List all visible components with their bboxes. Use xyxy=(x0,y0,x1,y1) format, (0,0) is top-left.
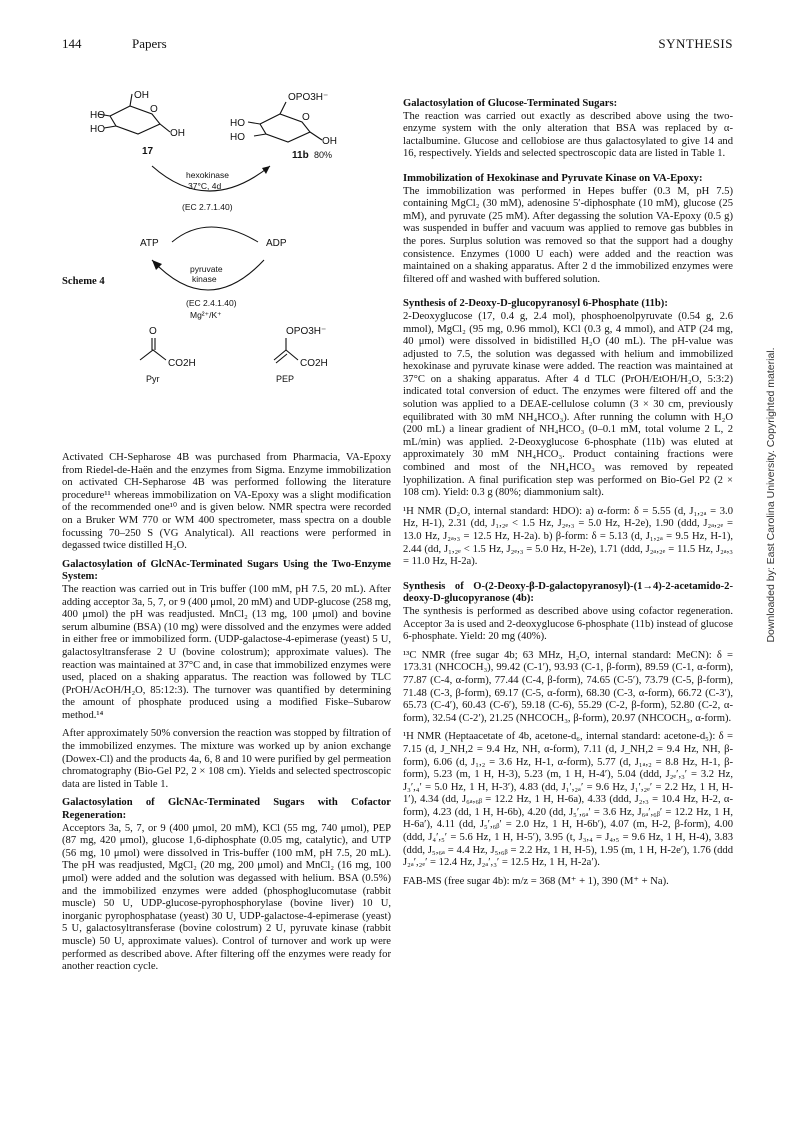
enzyme2-name: pyruvate xyxy=(190,264,223,274)
section-name: Papers xyxy=(132,36,167,51)
cmpd11b-oh-anomeric: OH xyxy=(322,136,337,147)
two-enzyme-paragraph-2: After approximately 50% conversion the reaction was stopped by filtration of the immobilized enzymes. The mixture was worked up by anion exchange (Dowex-Cl) and the products 4a, 6, 8 and 10 were purified by gel permeation chromatography (Bio-Gel P2, 2 × 108 cm). Yields and selected spectroscopic data are listed in Table 1. xyxy=(62,728,391,790)
page-header xyxy=(62,36,733,54)
cmpd17-oh-anomeric: OH xyxy=(170,128,185,139)
enzyme1-conditions: 37°C, 4d xyxy=(188,181,222,191)
enzyme2-cofactors: Mg²⁺/K⁺ xyxy=(190,310,222,320)
enzyme2-ec: (EC 2.4.1.40) xyxy=(186,298,237,308)
section-heading-immobilization: Immobilization of Hexokinase and Pyruvate Kinase on VA-Epoxy: xyxy=(403,172,703,184)
download-watermark-text: Downloaded by: East Carolina University. Copyrighted material. xyxy=(765,347,777,643)
download-watermark xyxy=(761,290,781,700)
section-heading-two-enzyme: Galactosylation of GlcNAc-Terminated Sugars Using the Two-Enzyme System: xyxy=(62,558,391,583)
enzyme2-name-2: kinase xyxy=(192,274,217,284)
pyr-o: O xyxy=(149,326,157,337)
cmpd17-o-ring: O xyxy=(150,104,158,115)
enzyme1-name: hexokinase xyxy=(186,170,230,180)
page-number: 144 xyxy=(62,36,82,51)
pep-structure xyxy=(274,338,298,363)
cmpd11b-o-ring: O xyxy=(302,112,310,123)
cmpd11b-label: 11b xyxy=(292,150,309,161)
pep-label: PEP xyxy=(276,374,295,384)
two-enzyme-paragraph-1: The reaction was carried out in Tris buffer (100 mM, pH 7.5, 20 mL). After adding acceptor 3a, 5, 7, or 9 (400 μmol, 20 mM) and UDP-glucose (258 mg, 400 μmol) the pH was readjusted. MnCl₂ (13 mg, 100 μmol) and bovine serum albumine (BSA) (10 mg) were dissolved and the enzymes were added in either free or immobilized form. (UDP-galactose-4-epimerase (yeast) 5 U, galactosyltransferase 2 U (bovine colostrum); approximate values). The reaction was maintained at 37°C and, in case that immobilized enzymes were used, placed on a shaking apparatus. The reaction was followed by TLC (PrOH/AcOH/H₂O, 85:12:3). The turnover was quantified by determining the amount of phosphate produced using a modified Fiske–Subarow method.¹⁴ xyxy=(62,583,391,721)
cmpd11b-ho-1: HO xyxy=(230,118,245,129)
section-heading-11b: Synthesis of 2-Deoxy-D-glucopyranosyl 6-Phosphate (11b): xyxy=(403,298,668,310)
atp-adp-link xyxy=(172,227,258,242)
pyr-co2h: CO2H xyxy=(168,358,196,369)
journal-name: SYNTHESIS xyxy=(658,36,733,51)
scheme-label: Scheme 4 xyxy=(62,276,105,287)
cmpd17-label: 17 xyxy=(142,146,154,157)
cmpd11b-yield: 80% xyxy=(314,150,333,160)
cmpd17-ho-2: HO xyxy=(90,124,105,135)
section-heading-cofactor: Galactosylation of GlcNAc-Terminated Sugars with Cofactor Regeneration: xyxy=(62,797,391,822)
adp-label: ADP xyxy=(266,238,287,249)
pyruvate-structure xyxy=(140,338,166,360)
right-column xyxy=(403,98,733,894)
synthesis-4b-paragraph: The synthesis is performed as described above using cofactor regeneration. Acceptor 3a is used and 2-deoxyglucose 6-phosphate (11b) instead of glucose 6-phosphate. Yield: 20 mg (40%). xyxy=(403,605,733,643)
cmpd11b-ho-2: HO xyxy=(230,132,245,143)
scheme-4-diagram xyxy=(90,84,390,384)
intro-paragraph: Activated CH-Sepharose 4B was purchased from Pharmacia, VA-Epoxy from Riedel-de-Haën and the enzymes from Sigma. Enzyme immobilization on activated CH-Sepharose 4B was performed following the literature procedure¹¹ whereas immobilization on VA-Epoxy was a slight modification of the recommended one¹⁰ and is given below. NMR spectra were recorded on a Bruker WM 770 or WM 400 spectrometer, mass spectra on a double focussing 70–250 S (VG Analytical). All reactions were performed in degassed twice distilled H₂O. xyxy=(62,452,391,552)
pyr-label: Pyr xyxy=(146,374,160,384)
atp-label: ATP xyxy=(140,238,159,249)
fab-ms-4b-paragraph: FAB-MS (free sugar 4b): m/z = 368 (M⁺ + 1), 390 (M⁺ + Na). xyxy=(403,875,669,887)
immobilization-paragraph: The immobilization was performed in Hepes buffer (0.3 M, pH 7.5) containing MgCl₂ (30 mM), adenosine 5′-diphosphate (10 mM), glucose (25 mM), and pyruvate (25 mM). After degassing the solution VA-Epoxy (0.5 g) was suspended in buffer and vacuum was applied to remove gas bubbles in the pores. Surplus solution was removed so that the support had a doughy consistence. Enzymes (1000 U each) were added and the reaction was maintained on a shaking apparatus. After 2 d the immobilized enzymes were filtered off and washed with buffered solution. xyxy=(403,185,733,285)
nmr-11b-paragraph: ¹H NMR (D₂O, internal standard: HDO): a) α-form: δ = 5.55 (d, J₁,₂ₐ = 3.0 Hz, H-1), 2.31 (dd, J₁,₂ₑ < 1.5 Hz, J₂ₑ,₃ = 5.0 Hz, H-2e), 1.90 (ddd, J₂ₐ,₂ₑ = 13.0 Hz, J₂ₐ,₃ = 12.5 Hz, H-2a). b) β-form: δ = 5.13 (d, J₁,₂ₐ = 9.5 Hz, H-1), 2.44 (dd, J₁,₂ₑ < 1.5 Hz, J₂ₑ,₃ = 5.0 Hz, H-2e), 1.71 (ddd, J₂ₐ,₂ₑ = 11.5 Hz, J₂ₐ,₃ = 11.0 Hz, H-2a). xyxy=(403,505,733,568)
enzyme1-ec: (EC 2.7.1.40) xyxy=(182,202,233,212)
pep-opo3h: OPO3H⁻ xyxy=(286,326,327,337)
left-column xyxy=(62,452,391,980)
compound-11b-structure xyxy=(248,102,322,142)
cmpd11b-opo3h: OPO3H⁻ xyxy=(288,92,329,103)
cmpd17-ho-1: HO xyxy=(90,110,105,121)
synthesis-11b-paragraph: 2-Deoxyglucose (17, 0.4 g, 2.4 mol), phosphoenolpyruvate (0.54 g, 2.6 mmol), MgCl₂ (95 mg, 0.96 mmol), KCl (0.3 g, 4 mmol), and ATP (24 mg, 40 μmol) were dissolved in bidistilled H₂O (40 mL). The pH-value was adjusted to 7.5, the solution was degassed with helium and immobilized hexokinase and pyruvate kinase were added. The reaction was maintained at 37°C on a shaking apparatus. After 4 d TLC (PrOH/EtOH/H₂O, 5:3:2) indicated total conversion of educt. The enzymes were filtered off and the solution was applied to a DEAE-cellulose column (3 × 30 cm, previously equilibrated with 30 mM NH₄HCO₃). After running the column with H₂O (200 mL) a linear gradient of NH₄HCO₃ (0–0.1 mM, total volume 2 L, 2 mL/min) was applied. 2-Deoxyglucose 6-phosphate (11b) was eluted at approximately 30 mM NH₄HCO₃. Product containing fractions were combined and most of the NH₄HCO₃ was removed by repeated lyophilization. A final purification step was performed on Bio-Gel P2 (2 × 108 cm). Yield: 0.3 g (80%; diammonium salt). xyxy=(403,310,733,499)
section-heading-4b: Synthesis of O-(2-Deoxy-β-D-galactopyranosyl)-(1→4)-2-acetamido-2-deoxy-D-glucopyranose (4b): xyxy=(403,580,733,605)
section-heading-glucose: Galactosylation of Glucose-Terminated Sugars: xyxy=(403,98,618,109)
cofactor-paragraph: Acceptors 3a, 5, 7, or 9 (400 μmol, 20 mM), KCl (55 mg, 740 μmol), PEP (87 mg, 420 μmol), glucose 1,6-diphosphate (0.05 mg, catalytic), and UTP (56 mg, 10 μmol) were dissolved in Tris-buffer (100 mM, pH 7.5, 20 mL). The pH was readjusted, MgCl₂ (20 mg, 200 μmol) and MnCl₂ (16 mg, 100 μmol) were added and the solution was degassed with helium. BSA (0.5%) and the immobilized enzymes were added (phosphoglucomutase (rabbit muscle) 50 U, UDP-glucose-pyrophosphorylase (bovine liver) 10 U, inorganic pyrophosphatase (yeast) 30 U, UDP-galactose-4-epimerase (yeast) 5 U, galactosyltransferase (bovine colostrum) 2 U, pyruvate kinase (rabbit muscle) 50 U, approximate values). Control of turnover and work up were performed as described above. After filtering off the enzymes were ready for another reaction cycle. xyxy=(62,822,391,973)
glucose-paragraph: The reaction was carried out exactly as described above using the two-enzyme system with the only alteration that BSA was replaced by α-lactalbumine. Glucose and cellobiose are thus galactosylated to give 14 and 16, respectively. Yields and selected spectroscopic data are listed in Table 1. xyxy=(403,110,733,160)
arrowhead-upper xyxy=(262,166,270,174)
c13-nmr-4b-paragraph: ¹³C NMR (free sugar 4b; 63 MHz, H₂O, internal standard: MeCN): δ = 173.31 (NHCOCH₃), 99.42 (C-1′), 93.93 (C-1, β-form), 89.59 (C-1, α-form), 77.87 (C-4, α-form), 77.44 (C-4, β-form), 74.65 (C-5′), 73.79 (C-5, β-form), 71.48 (C-3, β-form), 69.17 (C-5, α-form), 68.30 (C-3, α-form), 66.72 (C-3′), 65.73 (C-4′), 60.43 (C-6′), 59.18 (C-6), 55.29 (C-2, β-form), 52.80 (C-2, α-form), 32.54 (C-2′), 21.25 (NHCOCH₃, β-form), 20.97 (NHCOCH₃, α-form). xyxy=(403,649,733,724)
cmpd17-oh-top: OH xyxy=(134,90,149,101)
h1-nmr-4b-paragraph: ¹H NMR (Heptaacetate of 4b, acetone-d₆, internal standard: acetone-d₅): δ = 7.15 (d, J_NH,2 = 9.4 Hz, NH, α-form), 7.11 (d, J_NH,2 = 9.4 Hz, NH, β-form), 6.06 (d, J₁,₂ = 3.6 Hz, H-1, α-form), 5.77 (d, J₁ₐ,₂ = 8.8 Hz, H-1, β-form), 5.23 (m, 1 H, H-3), 5.23 (m, 1 H, H-4′), 5.04 (ddd, J₂ₑ′,₃′ = 3.2 Hz, J₃′,₄′ = 5.0 Hz, 1 H, H-3′), 4.83 (dd, J₁′,₂ₐ′ = 9.6 Hz, J₁′,₂ₑ′ = 2.2 Hz, 1 H, H-1′), 4.34 (dd, J₆ₐ,₆ᵦ = 12.2 Hz, 1 H, H-6a), 4.33 (ddd, J₂,₃ = 10.4 Hz, H-2, α-form), 4.23 (dd, 1 H, H-6b), 4.20 (dd, J₅′,₆ₐ′ = 3.6 Hz, J₆ₐ′,₆ᵦ′ = 12.2 Hz, 1 H, H-6a′), 4.11 (dd, J₅′,₆ᵦ′ = 2.0 Hz, 1 H, H-6b′), 4.07 (m, H-2, β-form), 4.00 (ddd, J₄′,₅′ = 5.6 Hz, 1 H, H-5′), 3.95 (t, J₃,₄ = J₄,₅ = 9.6 Hz, 1 H, H-4), 3.83 (ddd, J₅,₆ₐ = 4.4 Hz, J₅,₆ᵦ = 2.2 Hz, 1 H, H-5), 1.95 (m, 1 H, H-2e′), 1.76 (ddd J₂ₐ′,₂ₑ′ = 12.4 Hz, J₂ₐ′,₃′ = 12.5 Hz, 1 H, H-2a′). xyxy=(403,731,733,869)
pep-co2h: CO2H xyxy=(300,358,328,369)
